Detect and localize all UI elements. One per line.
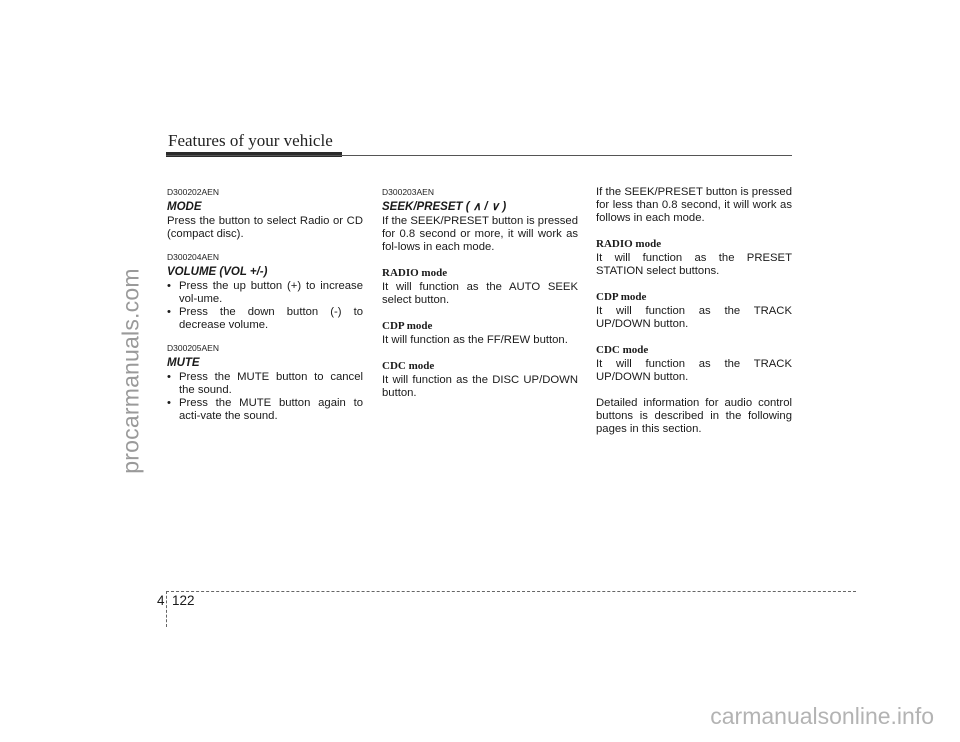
section-code-seek: D300203AEN: [382, 187, 434, 197]
column-middle: [382, 186, 578, 400]
heading-seek-preset: SEEK/PRESET ( ∧ / ∨ ): [382, 201, 507, 213]
page-header-title: Features of your vehicle: [168, 131, 333, 150]
chapter-number: 4: [157, 593, 165, 608]
radio-mode-text: It will function as the PRESET STATION select buttons.: [596, 252, 792, 277]
heading-volume: VOLUME (VOL +/-): [167, 266, 268, 278]
heading-mode: MODE: [167, 201, 202, 213]
heading-cdp-mode: CDP mode: [596, 291, 647, 303]
section-code-volume: D300204AEN: [167, 252, 219, 262]
page-number: 122: [172, 593, 195, 608]
radio-mode-text: It will function as the AUTO SEEK select button.: [382, 281, 578, 306]
heading-cdc-mode: CDC mode: [382, 360, 435, 372]
mode-description: Press the button to select Radio or CD (compact disc).: [167, 215, 363, 240]
column-left: [167, 186, 363, 423]
volume-bullet-list: [167, 280, 363, 332]
header-rule: [166, 155, 792, 156]
seek-long-press-intro: If the SEEK/PRESET button is pressed for 0.8 second or more, it will work as fol-lows in each mode.: [382, 215, 578, 253]
column-right: [596, 186, 792, 436]
side-watermark: procarmanuals.com: [117, 268, 144, 474]
cdc-mode-text: It will function as the DISC UP/DOWN button.: [382, 374, 578, 399]
heading-radio-mode: RADIO mode: [596, 238, 662, 250]
cdc-mode-text: It will function as the TRACK UP/DOWN button.: [596, 358, 792, 383]
heading-mute: MUTE: [167, 357, 200, 369]
mute-bullet-list: [167, 371, 363, 423]
heading-cdc-mode: CDC mode: [596, 344, 649, 356]
footer-divider: [166, 591, 167, 627]
bottom-watermark: carmanualsonline.info: [710, 703, 934, 729]
section-code-mode: D300202AEN: [167, 187, 219, 197]
heading-cdp-mode: CDP mode: [382, 320, 433, 332]
list-item: • Press the up button (+) to increase vol-ume.: [167, 280, 363, 306]
list-item: • Press the down button (-) to decrease volume.: [167, 306, 363, 332]
list-item: • Press the MUTE button to cancel the sound.: [167, 371, 363, 397]
audio-controls-note: Detailed information for audio control buttons is described in the following pages in this section.: [596, 397, 792, 435]
seek-short-press-intro: If the SEEK/PRESET button is pressed for less than 0.8 second, it will work as follows in each mode.: [596, 186, 792, 224]
section-code-mute: D300205AEN: [167, 343, 219, 353]
cdp-mode-text: It will function as the FF/REW button.: [382, 334, 568, 346]
heading-radio-mode: RADIO mode: [382, 267, 448, 279]
cdp-mode-text: It will function as the TRACK UP/DOWN button.: [596, 305, 792, 330]
list-item: • Press the MUTE button again to acti-vate the sound.: [167, 397, 363, 423]
footer-rule: [166, 591, 856, 592]
